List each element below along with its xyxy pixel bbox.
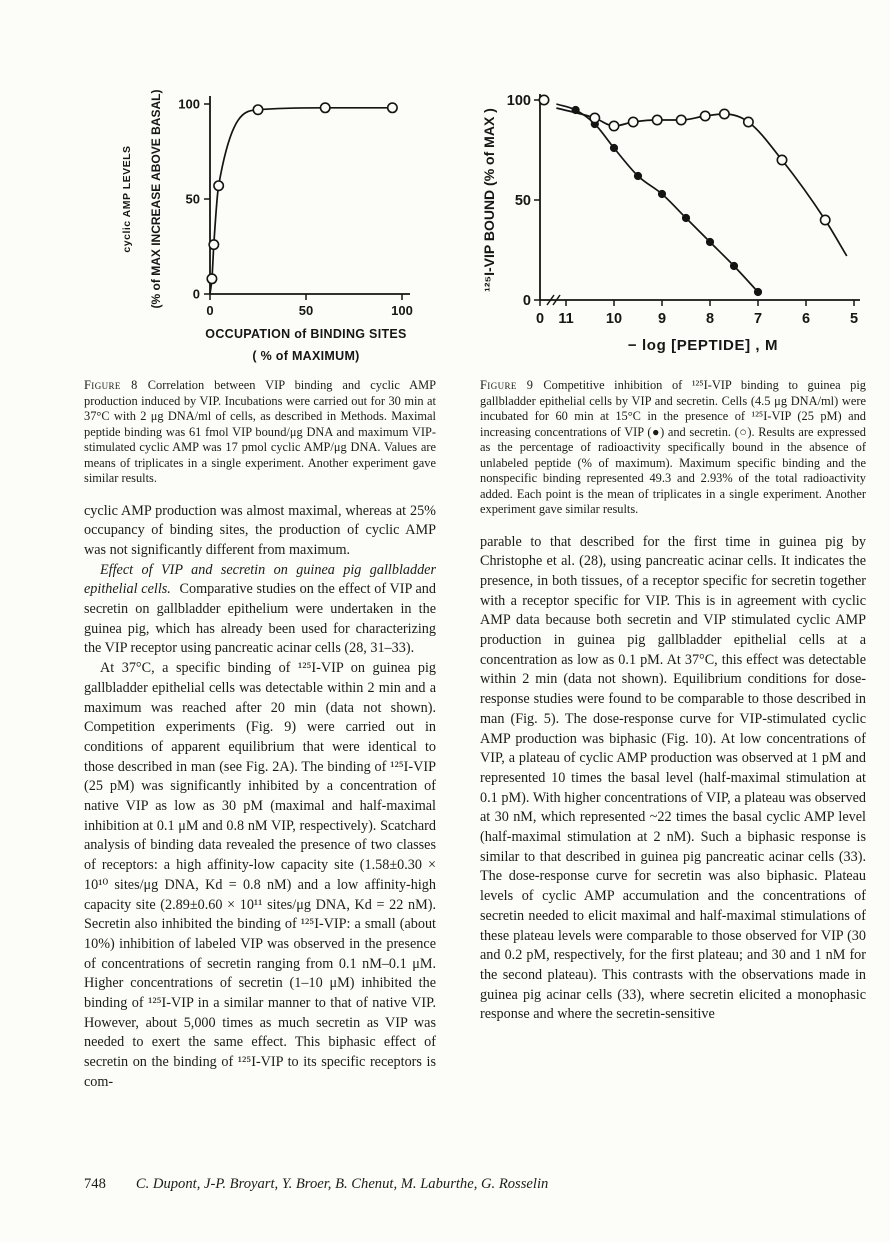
page-number: 748 (84, 1176, 106, 1192)
data-point-secretin (629, 117, 638, 126)
x-axis-label: OCCUPATION of BINDING SITES (205, 327, 407, 341)
data-point-VIP (634, 172, 642, 180)
data-point-VIP (214, 181, 223, 190)
data-point-VIP (658, 190, 666, 198)
data-point-VIP (610, 144, 618, 152)
data-point-secretin (677, 115, 686, 124)
data-point-secretin (701, 111, 710, 120)
y-axis-label: ¹²⁵I-VIP BOUND (% of MAX ) (481, 108, 497, 292)
data-point-VIP (388, 103, 397, 112)
body-paragraph: parable to that described for the first time in guinea pig by Christophe et al. (28), using pancreatic acinar cells. It indicates the presence, in both tissues, of a receptor specific for secretin together with a receptor specific for VIP. This is in agreement with cyclic AMP data because both secretin and VIP stimulated cyclic AMP production in guinea pig gallbladder epithelial cells at a concentration as low as 0.1 pM. At 37°C, this effect was detectable within 2 min (data not shown). Equilibrium conditions for dose-response studies were found to be comparable to those described in man (Fig. 5). The dose-response curve for VIP-stimulated cyclic AMP production was biphasic (Fig. 10). At low concentrations of VIP, a plateau of cyclic AMP production was observed at 1 pM and represented 10 times the basal level (half-maximal stimulation at 0.1 pM). With higher concentrations of VIP, a plateau was observed at 30 nM, which represented ~22 times the basal cyclic AMP level (half-maximal stimulation at 2 nM). Such a biphasic response is similar to that described in guinea pig pancreatic acinar cells (33). The dose-response curve for secretin was also biphasic. Plateau levels of cyclic AMP accumulation and the concentrations of secretin needed to elicit maximal and half-maximal stimulations of these plateau levels were comparable to those observed for VIP (30 and 0.2 pM, respectively, for the first plateau; and 30 and 1 nM for the second plateau). This contrasts with the observations made in guinea pig acinar cells (33), where secretin elicited a monophasic response and where the secretin-sensitive (480, 533, 866, 1023)
y-tick-label: 100 (506, 93, 531, 109)
data-point-secretin (720, 109, 729, 118)
data-point-VIP (682, 214, 690, 222)
x-tick-label: 10 (605, 311, 623, 327)
figure-8-label: Figure 8 (84, 378, 138, 392)
data-point-secretin (744, 117, 753, 126)
x-tick-label: 9 (657, 311, 667, 327)
x-tick-label: 7 (753, 311, 763, 327)
x-tick-label: 11 (558, 311, 574, 327)
x-tick-label: 50 (298, 303, 314, 318)
body-paragraph: Effect of VIP and secretin on guinea pig gallbladder epithelial cells. Comparative studies on the effect of VIP and secretin on gallbladder epithelium were undertaken in the guinea pig, which has already been used for characterizing the VIP receptor using pancreatic acinar cells (28, 31–33). (84, 561, 436, 657)
x-tick-label: 5 (849, 311, 859, 327)
y-tick-label: 50 (514, 193, 531, 209)
y-tick-label: 0 (522, 293, 531, 309)
page-footer (84, 1176, 548, 1193)
data-point-VIP (321, 103, 330, 112)
x-tick-label: 6 (801, 311, 811, 327)
figure-9 (480, 88, 866, 518)
running-authors: C. Dupont, J-P. Broyart, Y. Broer, B. Chenut, M. Laburthe, G. Rosselin (135, 1176, 549, 1192)
data-point-VIP (253, 105, 262, 114)
data-point-VIP (207, 274, 216, 283)
figure-8 (84, 88, 436, 487)
y-tick-label: 50 (185, 191, 200, 207)
y-axis-label-line2: (% of MAX INCREASE ABOVE BASAL) (149, 89, 163, 309)
data-point-secretin (590, 113, 599, 122)
figure-8-chart (84, 88, 429, 370)
figure-9-label: Figure 9 (480, 378, 534, 392)
figure-9-chart (480, 88, 866, 370)
body-paragraph: At 37°C, a specific binding of ¹²⁵I-VIP on guinea pig gallbladder epithelial cells was detectable within 2 min and a maximum was reached after 20 min (data not shown). Competition experiments (Fig. 9) were carried out in conditions of apparent equilibrium that were identical to those described in man (see Fig. 2A). The binding of ¹²⁵I-VIP (25 pM) was significantly inhibited by a concentration of native VIP as low as 30 pM (maximal and half-maximal inhibition at 0.1 μM and 0.8 nM VIP, respectively). Scatchard analysis of binding data revealed the presence of two classes of receptors: a high affinity-low capacity site (1.58±0.30 × 10¹⁰ sites/μg DNA, Kd = 0.8 nM) and a low affinity-high capacity site (2.89±0.60 × 10¹¹ sites/μg DNA, Kd = 22 nM). Secretin also inhibited the binding of ¹²⁵I-VIP: a small (about 10%) inhibition of labeled VIP was observed in the presence of concentrations of secretin ranging from 0.1 nM–0.1 μM. Higher concentrations of secretin (1–10 μM) inhibited the binding of ¹²⁵I-VIP in a similar manner to that of native VIP. However, about 5,000 times as much secretin as VIP was needed to exert the same effect. This biphasic effect of secretin on the binding of ¹²⁵I-VIP to its specific receptors is com- (84, 660, 436, 1090)
data-point-VIP (209, 240, 218, 249)
left-column-text (84, 502, 436, 1093)
data-point-VIP (754, 288, 762, 296)
figure-9-caption-text: Competitive inhibition of ¹²⁵I-VIP binding to guinea pig gallbladder epithelial cells by VIP and secretin. Cells (4.5 μg DNA/ml) were incubated for 60 min at 15°C in the presence of ¹²⁵I-VIP (25 pM) and increasing concentrations of VIP (●) and secretin. (○). Results are expressed as the percentage of radioactivity specifically bound in the absence of unlabeled peptide (% of maximum). Maximum specific binding and the nonspecific binding represented 49.3 and 2.93% of the total radioactivity added. Each point is the mean of triplicates in a single experiment. Another experiment gave similar results. (480, 378, 866, 516)
left-column (84, 88, 436, 1093)
series-curve-VIP (556, 104, 758, 292)
x-axis-label: − log [PEPTIDE] , M (627, 337, 779, 354)
paragraph-lead-italic: Effect of VIP and secretin on guinea pig gallbladder epithelial cells. (84, 561, 436, 598)
y-tick-label: 100 (178, 96, 200, 112)
data-point-secretin (777, 155, 786, 164)
figure-8-caption-text: Correlation between VIP binding and cyclic AMP production induced by VIP. Incubations were carried out for 30 min at 37°C with 2 μg DNA/ml of cells, as described in Methods. Maximal peptide binding was 61 fmol VIP bound/μg DNA and maximum VIP-stimulated cyclic AMP was 17 pmol cyclic AMP/μg DNA. Values are means of triplicates in a single experiment. Another experiment gave similar results. (84, 378, 436, 485)
body-paragraph: cyclic AMP production was almost maximal, whereas at 25% occupancy of binding sites, the production of cyclic AMP was not significantly different from maximum. (84, 502, 436, 558)
series-curve-VIP (210, 108, 392, 294)
data-point-secretin (539, 95, 548, 104)
x-tick-label: 0 (206, 303, 214, 318)
x-tick-label: 0 (535, 311, 545, 327)
x-tick-label: 8 (705, 311, 715, 327)
y-axis-label-line1: cyclic AMP LEVELS (121, 145, 133, 253)
data-point-secretin (653, 115, 662, 124)
data-point-secretin (821, 215, 830, 224)
x-axis-sublabel: ( % of MAXIMUM) (252, 349, 360, 363)
figure-9-caption (480, 378, 866, 518)
data-point-secretin (609, 121, 618, 130)
right-column (480, 88, 866, 1093)
data-point-VIP (730, 262, 738, 270)
figure-8-caption (84, 378, 436, 487)
data-point-VIP (706, 238, 714, 246)
two-column-layout (84, 88, 866, 1093)
y-tick-label: 0 (192, 286, 200, 302)
right-column-text (480, 533, 866, 1026)
x-tick-label: 100 (391, 303, 413, 318)
